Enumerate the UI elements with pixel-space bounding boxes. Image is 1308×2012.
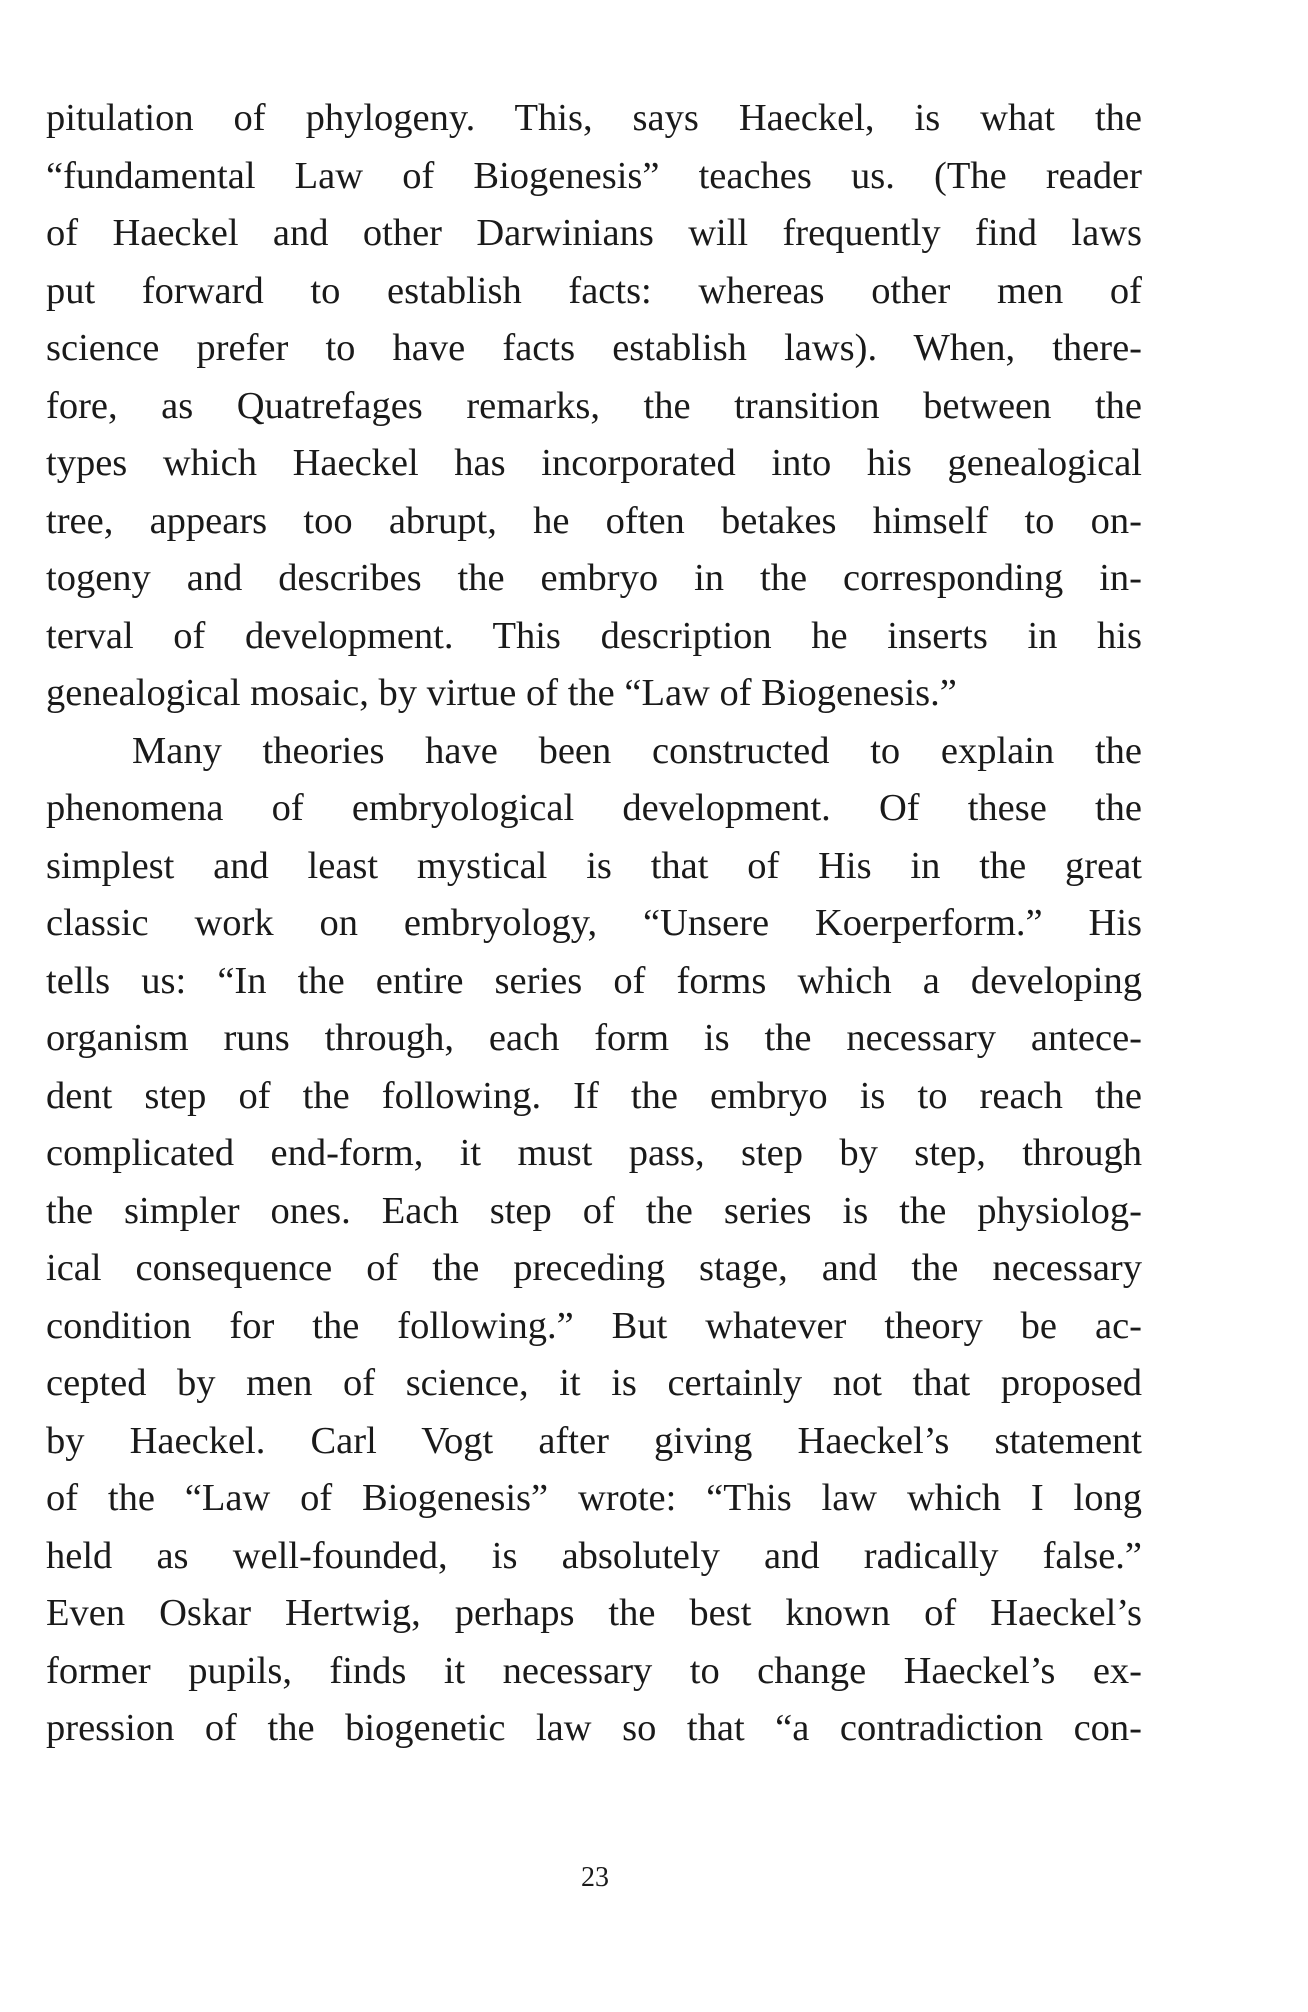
body-text — [46, 90, 1142, 1758]
text-line: the simpler ones. Each step of the series is the physiolog- — [46, 1189, 1142, 1232]
text-line: dent step of the following. If the embryo is to reach the — [46, 1074, 1142, 1117]
text-line: complicated end-form, it must pass, step by step, through — [46, 1132, 1142, 1174]
text-line: phenomena of embryological development. Of these the — [46, 787, 1142, 829]
text-line: pression of the biogenetic law so that “a contradiction con- — [46, 1707, 1142, 1749]
text-line: tells us: “In the entire series of forms which a developing — [46, 959, 1142, 1002]
text-line: genealogical mosaic, by virtue of the “Law of Biogenesis.” — [46, 672, 957, 714]
text-line: classic work on embryology, “Unsere Koerperform.” His — [46, 902, 1142, 944]
text-line: Many theories have been constructed to explain the — [132, 729, 1142, 772]
text-line: cepted by men of science, it is certainly not that proposed — [46, 1362, 1142, 1404]
text-line: former pupils, finds it necessary to change Haeckel’s ex- — [46, 1649, 1142, 1692]
page-number: 23 — [581, 1862, 609, 1893]
text-line: science prefer to have facts establish laws). When, there- — [46, 327, 1142, 369]
text-line: put forward to establish facts: whereas other men of — [46, 269, 1142, 312]
text-line: by Haeckel. Carl Vogt after giving Haeckel’s statement — [46, 1419, 1142, 1462]
text-line: Even Oskar Hertwig, perhaps the best known of Haeckel’s — [46, 1592, 1142, 1634]
text-line: of Haeckel and other Darwinians will frequently find laws — [46, 212, 1142, 254]
text-line: “fundamental Law of Biogenesis” teaches us. (The reader — [46, 154, 1142, 197]
text-line: simplest and least mystical is that of His in the great — [46, 844, 1142, 887]
text-line: held as well-founded, is absolutely and radically false.” — [46, 1534, 1142, 1577]
text-line: fore, as Quatrefages remarks, the transition between the — [46, 384, 1142, 427]
text-line: types which Haeckel has incorporated into his genealogical — [46, 442, 1142, 484]
text-line: togeny and describes the embryo in the corresponding in- — [46, 557, 1142, 599]
text-line: tree, appears too abrupt, he often betakes himself to on- — [46, 499, 1142, 542]
text-line: of the “Law of Biogenesis” wrote: “This law which I long — [46, 1477, 1142, 1519]
text-line: ical consequence of the preceding stage, and the necessary — [46, 1247, 1142, 1289]
text-line: organism runs through, each form is the necessary antece- — [46, 1017, 1142, 1059]
text-line: pitulation of phylogeny. This, says Haeckel, is what the — [46, 97, 1142, 139]
text-line: terval of development. This description he inserts in his — [46, 614, 1142, 657]
text-line: condition for the following.” But whatever theory be ac- — [46, 1304, 1142, 1347]
